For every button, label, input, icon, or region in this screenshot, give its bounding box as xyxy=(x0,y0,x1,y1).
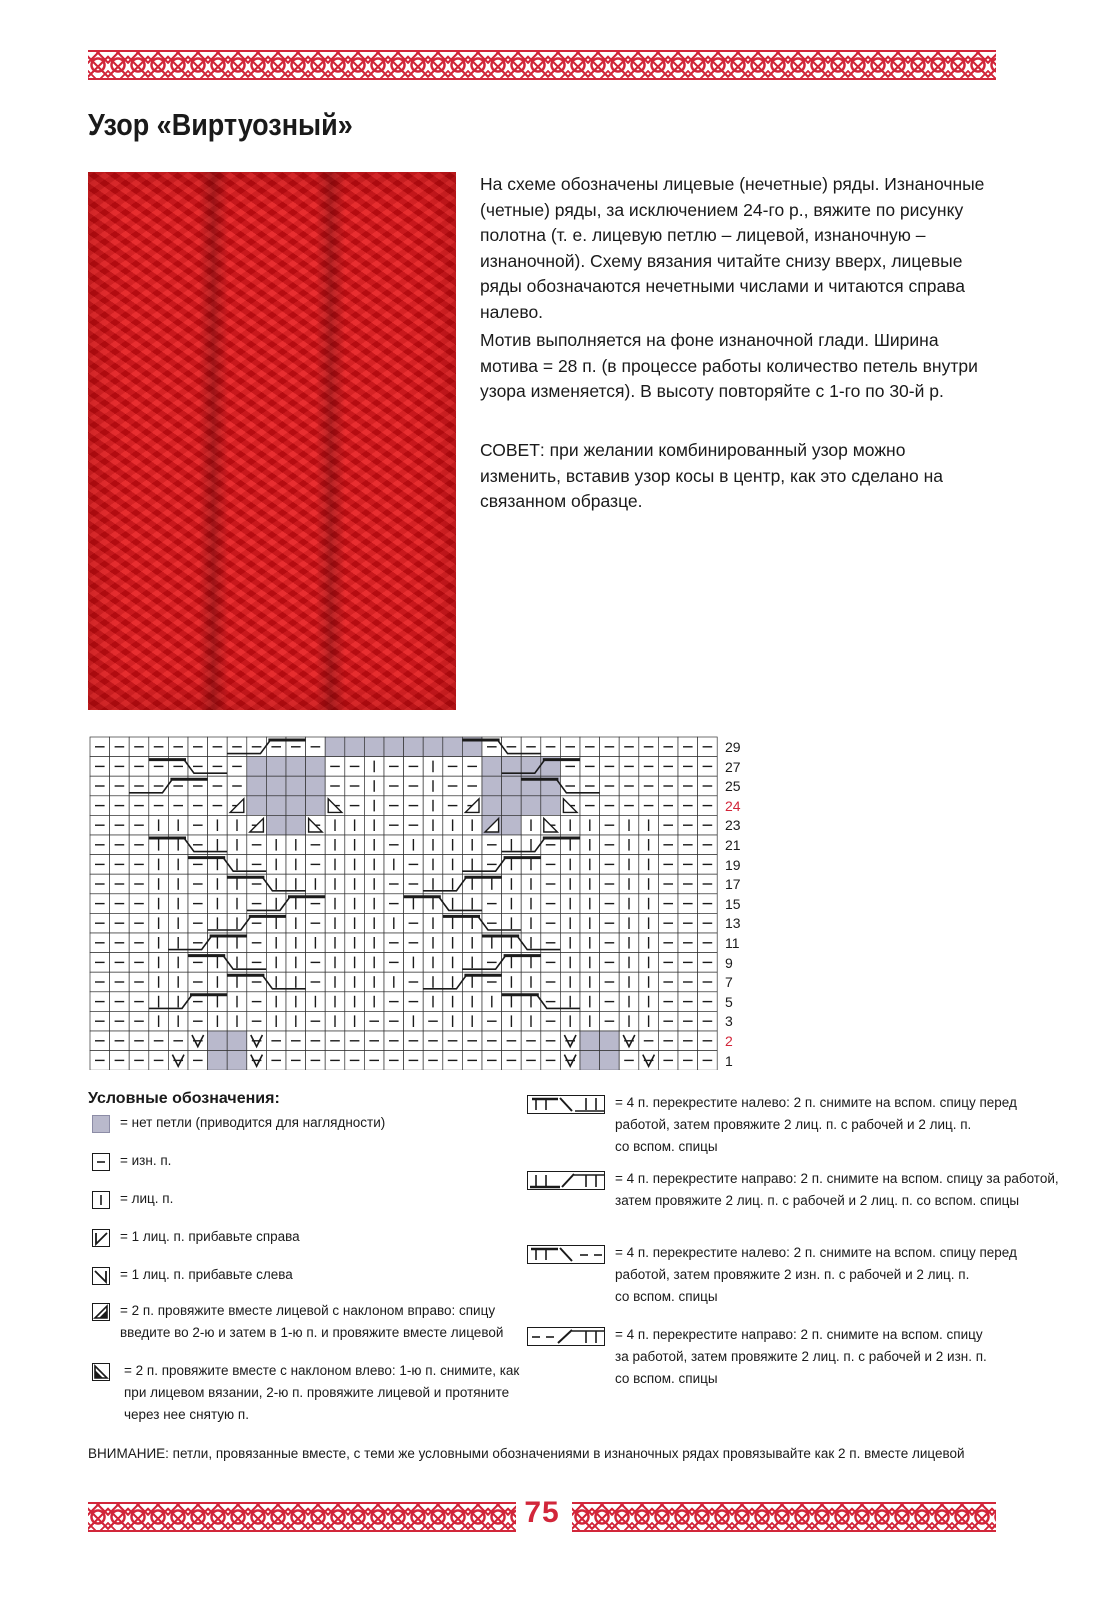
chart-cell xyxy=(502,815,522,835)
chart-cell xyxy=(266,776,286,796)
chart-cell xyxy=(404,737,424,757)
cross-left-knit-icon xyxy=(527,1095,605,1114)
chart-row-label: 7 xyxy=(725,974,733,991)
chart-cell xyxy=(247,796,267,816)
knitted-sample-photo xyxy=(88,172,456,710)
cross-right-purl-icon xyxy=(527,1327,605,1346)
chart-cell xyxy=(266,796,286,816)
decorative-border-bottom-left xyxy=(88,1502,516,1532)
chart-cell xyxy=(423,737,443,757)
legend-item-cross-left-purl: = 4 п. перекрестите налево: 2 п. снимите на вспом. спицу перед работой, затем провяжите 2 изн. п. с рабочей и 2 лиц. п. со вспом. спицы xyxy=(527,1242,1017,1308)
legend-heading: Условные обозначения: xyxy=(88,1090,280,1107)
no-stitch-icon xyxy=(92,1115,110,1133)
chart-cell xyxy=(502,776,522,796)
chart-cell xyxy=(306,796,326,816)
chart-cell xyxy=(306,757,326,777)
chart-cell xyxy=(521,796,541,816)
description-paragraph: На схеме обозначены лицевые (нечетные) ряды. Изнаночные (четные) ряды, за исключением 24-го р., вяжите по рисунку полотна (т. е. лицевую петлю – лицевой, изнаночную – изнаночной). Схему вязания читайте снизу вверх, лицевые ряды обозначаются нечетными числами и читаются справа налево. xyxy=(480,174,985,322)
chart-row-label: 24 xyxy=(725,797,741,814)
chart-row-label: 29 xyxy=(725,739,741,755)
chart-cell xyxy=(600,1051,620,1070)
chart-row-label: 19 xyxy=(725,856,741,873)
chart-row-label: 9 xyxy=(725,954,733,971)
warning-note: ВНИМАНИЕ: петли, провязанные вместе, с теми же условными обозначениями в изнаночных рядах провязывайте как 2 п. вместе лицевой xyxy=(88,1446,965,1461)
chart-cell xyxy=(286,815,306,835)
increase-right-icon xyxy=(92,1229,110,1247)
cross-left-purl-icon xyxy=(527,1245,605,1264)
chart-row-label: 1 xyxy=(725,1052,733,1069)
knit-icon xyxy=(92,1191,110,1209)
chart-row-label: 27 xyxy=(725,758,741,775)
chart-cell xyxy=(208,1051,228,1070)
chart-row-label: 2 xyxy=(725,1033,733,1049)
chart-cell xyxy=(286,796,306,816)
chart-cell xyxy=(384,737,404,757)
chart-cell xyxy=(227,1031,247,1051)
tip-paragraph: СОВЕТ: при желании комбинированный узор можно изменить, вставив узор косы в центр, как это сделано на связанном образце. xyxy=(480,440,943,511)
chart-row-label: 17 xyxy=(725,876,741,893)
chart-cell xyxy=(541,796,561,816)
legend-item-k2tog-left: = 2 п. провяжите вместе с наклоном влево: 1-ю п. снимите, как при лицевом вязании, 2-ю п. провяжите лицевой и протяните через нее снятую п. xyxy=(92,1360,519,1426)
legend-item-increase-left: = 1 лиц. п. прибавьте слева xyxy=(92,1264,293,1286)
purl-icon xyxy=(92,1153,110,1171)
page-number: 75 xyxy=(524,1496,560,1529)
chart-cell xyxy=(345,737,365,757)
knitting-chart xyxy=(88,735,718,1070)
chart-row-label: 23 xyxy=(725,817,741,834)
chart-cell xyxy=(600,1031,620,1051)
description-paragraph: Мотив выполняется на фоне изнаночной глади. Ширина мотива = 28 п. (в процессе работы количество петель внутри узора изменяется). В высоту повторяйте с 1-го по 30-й р. xyxy=(480,330,978,401)
legend-item-purl: = изн. п. xyxy=(92,1150,171,1172)
k2tog-left-icon xyxy=(92,1363,110,1381)
chart-cell xyxy=(286,776,306,796)
chart-row-label: 15 xyxy=(725,895,741,912)
chart-grid xyxy=(88,735,718,1070)
cross-right-knit-icon xyxy=(527,1171,605,1190)
chart-row-label: 13 xyxy=(725,915,741,932)
chart-cell xyxy=(482,796,502,816)
chart-cell xyxy=(247,757,267,777)
decorative-border-top xyxy=(88,50,996,80)
legend-item-cross-right-purl: = 4 п. перекрестите направо: 2 п. снимите на вспом. спицу за работой, затем провяжите 2 лиц. п. с рабочей и 2 изн. п. со вспом. спицы xyxy=(527,1324,987,1390)
chart-cell xyxy=(502,796,522,816)
chart-cell xyxy=(580,1051,600,1070)
chart-cell xyxy=(306,776,326,796)
decorative-border-bottom-right xyxy=(572,1502,996,1532)
chart-cell xyxy=(208,1031,228,1051)
legend-item-cross-right-knit: = 4 п. перекрестите направо: 2 п. снимите на вспом. спицу за работой, затем провяжите 2 лиц. п. с рабочей и 2 лиц. п. со вспом. спицы xyxy=(527,1168,1059,1212)
chart-cell xyxy=(364,737,384,757)
legend-item-no-stitch: = нет петли (приводится для наглядности) xyxy=(92,1112,385,1134)
legend-item-knit: = лиц. п. xyxy=(92,1188,173,1210)
chart-cell xyxy=(482,757,502,777)
chart-cell xyxy=(325,737,345,757)
chart-cell xyxy=(443,737,463,757)
chart-row-label: 21 xyxy=(725,837,741,853)
legend-item-increase-right: = 1 лиц. п. прибавьте справа xyxy=(92,1226,300,1248)
chart-cell xyxy=(580,1031,600,1051)
chart-cell xyxy=(247,776,267,796)
chart-row-label: 5 xyxy=(725,993,733,1010)
chart-cell xyxy=(227,1051,247,1070)
chart-row-label: 25 xyxy=(725,778,741,795)
k2tog-right-icon xyxy=(92,1303,110,1321)
legend-item-k2tog-right: = 2 п. провяжите вместе лицевой с наклоном вправо: спицу введите во 2-ю и затем в 1-ю п. и провяжите вместе лицевой xyxy=(92,1300,503,1344)
chart-cell xyxy=(266,757,286,777)
chart-cell xyxy=(266,815,286,835)
increase-left-icon xyxy=(92,1267,110,1285)
chart-cell xyxy=(482,776,502,796)
chart-row-label: 11 xyxy=(725,935,740,951)
legend-item-cross-left-knit: = 4 п. перекрестите налево: 2 п. снимите на вспом. спицу перед работой, затем провяжите 2 лиц. п. с рабочей и 2 лиц. п. со вспом. спицы xyxy=(527,1092,1017,1158)
chart-row-label: 3 xyxy=(725,1013,733,1030)
page-title: Узор «Виртуозный» xyxy=(88,108,353,142)
chart-cell xyxy=(286,757,306,777)
